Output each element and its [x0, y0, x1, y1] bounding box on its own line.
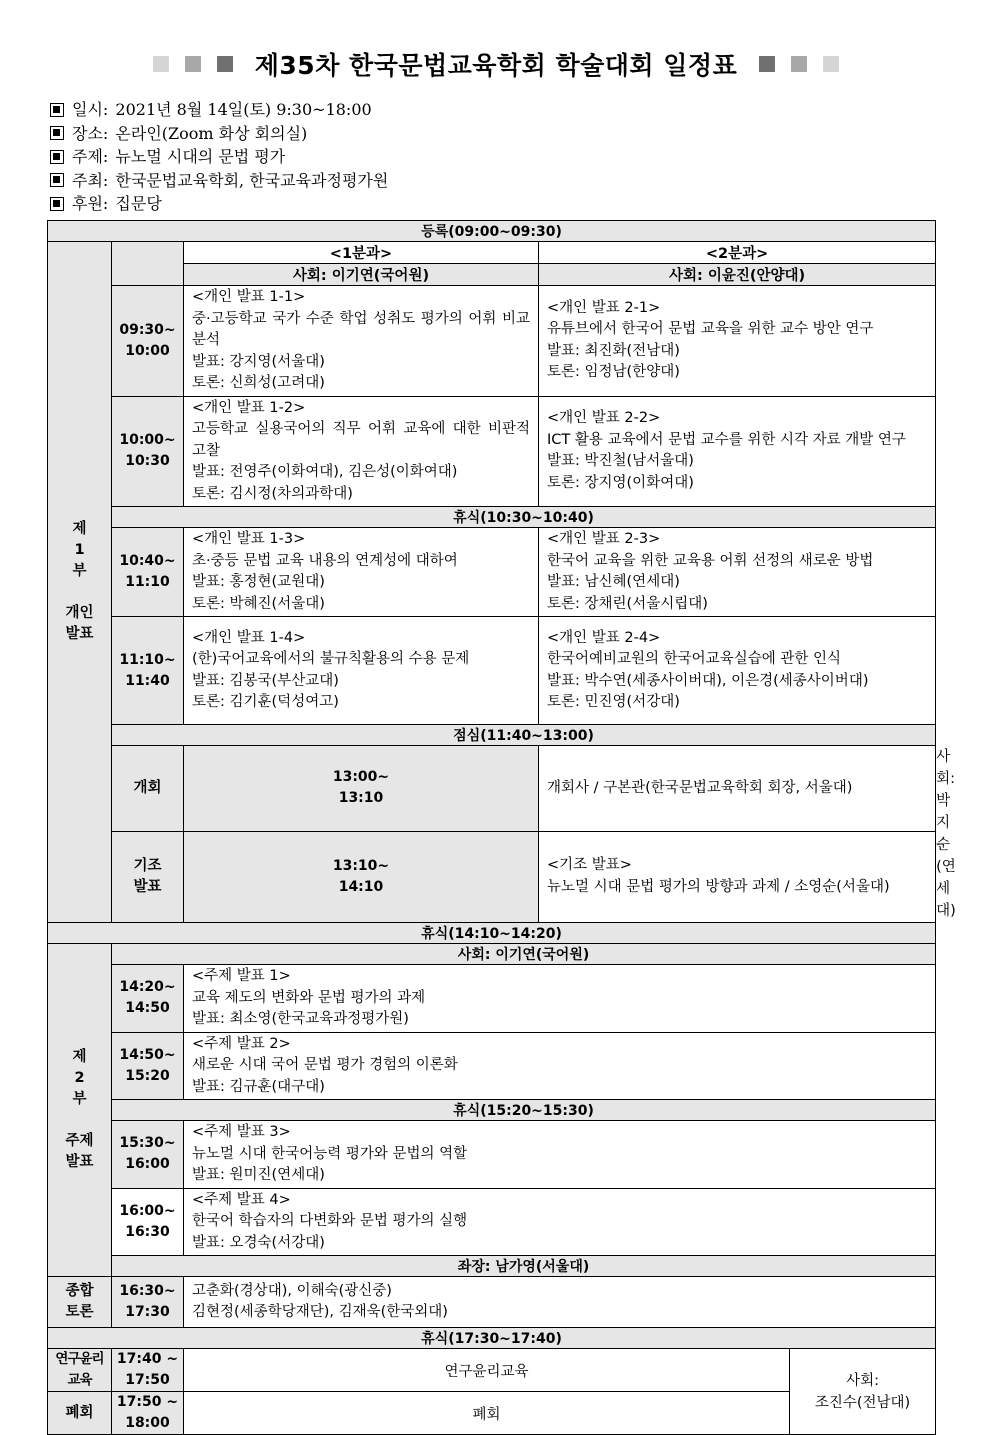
ethics-label: 연구윤리 교육: [48, 1349, 112, 1392]
slot-time: 17:40 ~ 17:50: [112, 1349, 184, 1392]
break-band: 휴식(15:20~15:30): [112, 1100, 936, 1121]
decor-square-icon: [217, 56, 233, 72]
slot-time: 16:00~ 16:30: [112, 1188, 184, 1256]
info-date: 일시: 2021년 8월 14일(토) 9:30~18:00: [48, 98, 948, 122]
closing-label: 폐회: [48, 1392, 112, 1435]
slot-time: 09:30~ 10:00: [112, 286, 184, 397]
square-bullet-icon: [50, 150, 64, 164]
chair-band: 좌장: 남가영(서울대): [112, 1256, 936, 1277]
event-info: [48, 98, 948, 216]
page-title: 제35차 한국문법교육학회 학술대회 일정표: [254, 51, 738, 80]
break-band: 휴식(14:10~14:20): [48, 923, 936, 944]
discussion-label: 종합 토론: [48, 1277, 112, 1328]
slot-time: 13:10~ 14:10: [184, 831, 539, 922]
session1-title: <1분과>: [184, 242, 539, 264]
host-closing: 사회: 조진수(전남대): [790, 1349, 936, 1435]
keynote-label: 기조 발표: [112, 831, 184, 922]
presentation-1-1: <개인 발표 1-1> 중·고등학교 국가 수준 학업 성취도 평가의 어휘 비교 분석 발표: 강지영(서울대) 토론: 신희성(고려대): [184, 286, 539, 397]
theme-presentation-2: <주제 발표 2> 새로운 시대 국어 문법 평가 경험의 이론화 발표: 김규훈(대구대): [184, 1032, 936, 1100]
presentation-1-3: <개인 발표 1-3> 초·중등 문법 교육 내용의 연계성에 대하여 발표: 홍정현(교원대) 토론: 박혜진(서울대): [184, 528, 539, 617]
part2-label: 제 2 부 주제 발표: [48, 944, 112, 1277]
info-theme: 주제: 뉴노멀 시대의 문법 평가: [48, 145, 948, 169]
info-venue: 장소: 온라인(Zoom 화상 회의실): [48, 122, 948, 146]
session1-host: 사회: 이기연(국어원): [184, 264, 539, 286]
theme-presentation-4: <주제 발표 4> 한국어 학습자의 다변화와 문법 평가의 실행 발표: 오경숙(서강대): [184, 1188, 936, 1256]
square-bullet-icon: [50, 173, 64, 187]
presentation-2-1: <개인 발표 2-1> 유튜브에서 한국어 문법 교육을 위한 교수 방안 연구 발표: 최진화(전남대) 토론: 임정남(한양대): [539, 286, 936, 397]
lunch-band: 점심(11:40~13:00): [112, 725, 936, 746]
presentation-1-4: <개인 발표 1-4> (한)국어교육에서의 불규칙활용의 수용 문제 발표: 김봉국(부산교대) 토론: 김기훈(덕성여고): [184, 617, 539, 725]
break-band: 휴식(10:30~10:40): [112, 507, 936, 528]
slot-time: 14:50~ 15:20: [112, 1032, 184, 1100]
registration-band: 등록(09:00~09:30): [48, 221, 936, 242]
session2-host: 사회: 이윤진(안양대): [539, 264, 936, 286]
decor-square-icon: [185, 56, 201, 72]
ethics-education: 연구윤리교육: [184, 1349, 790, 1392]
theme-presentation-3: <주제 발표 3> 뉴노멀 시대 한국어능력 평가와 문법의 역할 발표: 원미진(연세대): [184, 1121, 936, 1189]
discussion-panel: 고춘화(경상대), 이해숙(광신중) 김현정(세종학당재단), 김재욱(한국외대): [184, 1277, 936, 1328]
decor-square-icon: [759, 56, 775, 72]
decor-square-icon: [823, 56, 839, 72]
presentation-2-3: <개인 발표 2-3> 한국어 교육을 위한 교육용 어휘 선정의 새로운 방법 발표: 남신혜(연세대) 토론: 장채린(서울시립대): [539, 528, 936, 617]
opening-label: 개회: [112, 746, 184, 832]
theme-presentation-1: <주제 발표 1> 교육 제도의 변화와 문법 평가의 과제 발표: 최소영(한국교육과정평가원): [184, 965, 936, 1033]
info-organizer: 주최: 한국문법교육학회, 한국교육과정평가원: [48, 169, 948, 193]
slot-time: 15:30~ 16:00: [112, 1121, 184, 1189]
decor-square-icon: [791, 56, 807, 72]
session2-title: <2분과>: [539, 242, 936, 264]
slot-time: 10:40~ 11:10: [112, 528, 184, 617]
slot-time: 10:00~ 10:30: [112, 396, 184, 507]
presentation-2-2: <개인 발표 2-2> ICT 활용 교육에서 문법 교수를 위한 시각 자료 개발 연구 발표: 박진철(남서울대) 토론: 장지영(이화여대): [539, 396, 936, 507]
slot-time: 13:00~ 13:10: [184, 746, 539, 832]
part1-label: 제 1 부 개인 발표: [48, 242, 112, 923]
title-bar: [0, 42, 992, 86]
info-sponsor: 후원: 집문당: [48, 192, 948, 216]
slot-time: 11:10~ 11:40: [112, 617, 184, 725]
opening-speech: 개회사 / 구본관(한국문법교육학회 회장, 서울대): [539, 746, 936, 832]
presentation-2-4: <개인 발표 2-4> 한국어예비교원의 한국어교육실습에 관한 인식 발표: 박수연(세종사이버대), 이은경(세종사이버대) 토론: 민진영(서강대): [539, 617, 936, 725]
slot-time: 16:30~ 17:30: [112, 1277, 184, 1328]
break-band: 휴식(17:30~17:40): [48, 1328, 936, 1349]
keynote-presentation: <기조 발표> 뉴노멀 시대 문법 평가의 방향과 과제 / 소영순(서울대): [539, 831, 936, 922]
square-bullet-icon: [50, 197, 64, 211]
decor-square-icon: [153, 56, 169, 72]
square-bullet-icon: [50, 126, 64, 140]
part2-host: 사회: 이기연(국어원): [112, 944, 936, 965]
schedule-table: 등록(09:00~09:30) 제 1 부 개인 발표 <1분과> <2분과> 사회: 이기연(국어원) 사회: 이윤진(안양대) 09:30~ 10:00 <개인 발표 1-1> 중·고등학교 국가 수준 학업 성취도 평가의 어휘 비교 분석 발표: 강지영(서울대) 토론: 신희성(고려대) <개인 발표 2-1> 유튜브에서 한국어 문법 교육을 위한 교수 방안 연구 발표: 최진화(전남대) 토론: 임정남(한양대) 10:00~ 10:30 <개인 발표 1-2> 고등학교 실용국어의 직무 어휘 교육에 대한 비판적 고찰 발표: 전영주(이화여대), 김은성(이화여대) 토론: 김시정(차의과학대) <개인 발표 2-2> ICT 활용 교육에서 문법 교수를 위한 시각 자료 개발 연구 발표: 박진철(남서울대) 토론: 장지영(이화여대) 휴식(10:30~10:40) 10:40~ 11:10 <개인 발표 1-3> 초·중등 문법 교육 내용의 연계성에 대하여 발표: 홍정현(교원대) 토론: 박혜진(서울대) <개인 발표 2-3> 한국어 교육을 위한 교육용 어휘 선정의 새로운 방법 발표: 남신혜(연세대) 토론: 장채린(서울시립대) 11:10~ 11:40 <개인 발표 1-4> (한)국어교육에서의 불규칙활용의 수용 문제 발표: 김봉국(부산교대) 토론: 김기훈(덕성여고) <개인 발표 2-4> 한국어예비교원의 한국어교육실습에 관한 인식 발표: 박수연(세종사이버대), 이은경(세종사이버대) 토론: 민진영(서강대) 점심(11:40~13:00) 개회 13:00~ 13:10 개회사 / 구본관(한국문법교육학회 회장, 서울대) 사회: 박지순(연세대) 기조 발표 13:10~ 14:10 <기조 발표> 뉴노멀 시대 문법 평가의 방향과 과제 / 소영순(서울대) 휴식(14:10~14:20) 제 2 부 주제 발표 사회: 이기연(국어원) 14:20~ 14:50 <주제 발표 1> 교육 제도의 변화와 문법 평가의 과제 발표: 최소영(한국교육과정평가원) 14:50~ 15:20 <주제 발표 2> 새로운 시대 국어 문법 평가 경험의 이론화 발표: 김규훈(대구대) 휴식(15:20~15:30) 15:30~ 16:00 <주제 발표 3> 뉴노멀 시대 한국어능력 평가와 문법의 역할 발표: 원미진(연세대) 16:00~ 16:30 <주제 발표 4> 한국어 학습자의 다변화와 문법 평가의 실행 발표: 오경숙(서강대) 좌장: 남가영(서울대) 종합 토론 16:30~ 17:30 고춘화(경상대), 이해숙(광신중) 김현정(세종학당재단), 김재욱(한국외대) 휴식(17:30~17:40) 연구윤리 교육 17:40 ~ 17:50 연구윤리교육 사회: 조진수(전남대) 폐회 17:50 ~ 18:00 폐회: [47, 220, 936, 1435]
slot-time: 14:20~ 14:50: [112, 965, 184, 1033]
square-bullet-icon: [50, 103, 64, 117]
slot-time: 17:50 ~ 18:00: [112, 1392, 184, 1435]
session-header-blank: [112, 242, 184, 286]
closing-ceremony: 폐회: [184, 1392, 790, 1435]
presentation-1-2: <개인 발표 1-2> 고등학교 실용국어의 직무 어휘 교육에 대한 비판적 고찰 발표: 전영주(이화여대), 김은성(이화여대) 토론: 김시정(차의과학대): [184, 396, 539, 507]
